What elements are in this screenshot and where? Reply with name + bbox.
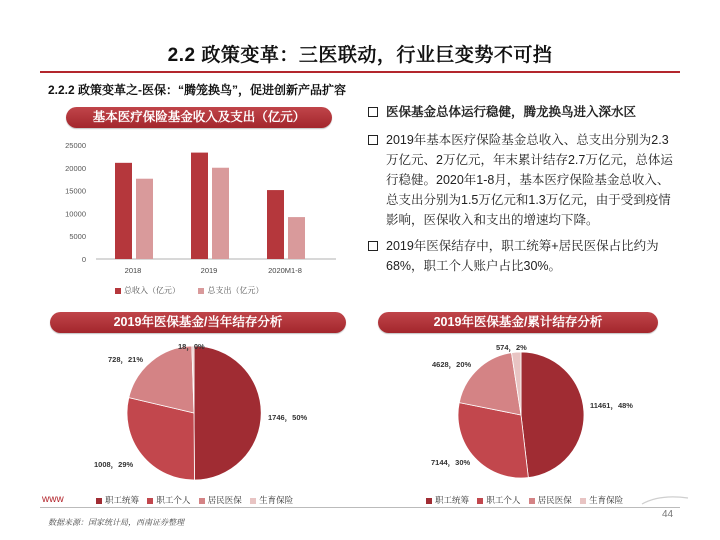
pie2-banner: 2019年医保基金/累计结存分析 — [378, 312, 658, 333]
page-title: 2.2 政策变革：三医联动，行业巨变势不可挡 — [167, 45, 553, 66]
page-number: 44 — [662, 509, 674, 520]
data-source: 数据来源：国家统计局，西南证券整理 — [48, 518, 184, 527]
pie1-banner: 2019年医保基金/当年结存分析 — [50, 312, 346, 333]
title-divider — [40, 71, 680, 73]
bar-expense — [136, 179, 153, 259]
pie-data-label: 728，21% — [108, 355, 144, 364]
legend-item: 居民医保 — [199, 495, 242, 505]
legend-expense: 总支出（亿元） — [198, 286, 263, 295]
bullet-item: 2019年医保结存中，职工统筹+居民医保占比约为68%，职工个人账户占比30%。 — [366, 236, 676, 276]
section-subtitle: 2.2.2 政策变革之-医保：“腾笼换鸟”，促进创新产品扩容 — [48, 83, 347, 97]
legend-item: 职工个人 — [477, 495, 520, 505]
legend-item: 生育保险 — [580, 495, 623, 505]
y-tick-label: 0 — [81, 255, 86, 264]
pie2-legend — [426, 494, 629, 506]
y-tick-label: 20000 — [65, 163, 86, 173]
y-tick-label: 10000 — [65, 209, 86, 219]
footer-divider — [40, 507, 680, 508]
bullet-list — [366, 102, 676, 282]
pie-data-label: 11461，48% — [590, 401, 633, 410]
bar-expense — [288, 217, 305, 259]
y-tick-label: 15000 — [65, 186, 86, 196]
y-tick-label: 5000 — [69, 232, 86, 242]
bar-legend — [115, 285, 263, 296]
pie-slice — [194, 346, 261, 480]
bar-income — [267, 190, 284, 259]
x-tick-label: 2018 — [124, 266, 142, 275]
x-tick-label: 2019 — [200, 266, 218, 275]
legend-item: 居民医保 — [529, 495, 572, 505]
bullet-item: 2019年基本医疗保险基金总收入、总支出分别为2.3万亿元、2万亿元，年末累计结存2.7万亿元，总体运行稳健。2020年1-8月，基本医疗保险基金总收入、总支出分别为1.5万亿元和1.3万亿元，由于受到疫情影响，医保收入和支出的增速均下降。 — [366, 130, 676, 230]
bar-chart-banner: 基本医疗保险基金收入及支出（亿元） — [66, 107, 332, 128]
pie-data-label: 1008，29% — [94, 460, 134, 469]
legend-item: 职工统筹 — [96, 495, 139, 505]
bar-expense — [212, 168, 229, 259]
y-tick-label: 25000 — [65, 141, 86, 150]
bar-income — [115, 163, 132, 259]
bullet-item: 医保基金总体运行稳健，腾龙换鸟进入深水区 — [366, 102, 676, 122]
pie-chart-cumulative — [378, 335, 678, 485]
pie-slice — [521, 352, 584, 478]
pie1-legend — [96, 494, 299, 506]
legend-item: 职工统筹 — [426, 495, 469, 505]
pie-data-label: 574，2% — [496, 343, 527, 352]
bar-chart — [46, 132, 346, 302]
pie-data-label: 18，0% — [178, 342, 205, 351]
pie-data-label: 1746，50% — [268, 413, 308, 422]
x-tick-label: 2020M1-8 — [268, 266, 302, 275]
legend-income: 总收入（亿元） — [115, 286, 180, 295]
legend-item: 生育保险 — [250, 495, 293, 505]
decorative-mark — [640, 492, 690, 506]
pie-data-label: 4628，20% — [432, 360, 472, 369]
pie-data-label: 7144，30% — [431, 458, 471, 467]
website-mark: www — [42, 494, 64, 505]
bar-income — [191, 153, 208, 259]
pie-chart-current — [46, 335, 346, 485]
legend-item: 职工个人 — [147, 495, 190, 505]
